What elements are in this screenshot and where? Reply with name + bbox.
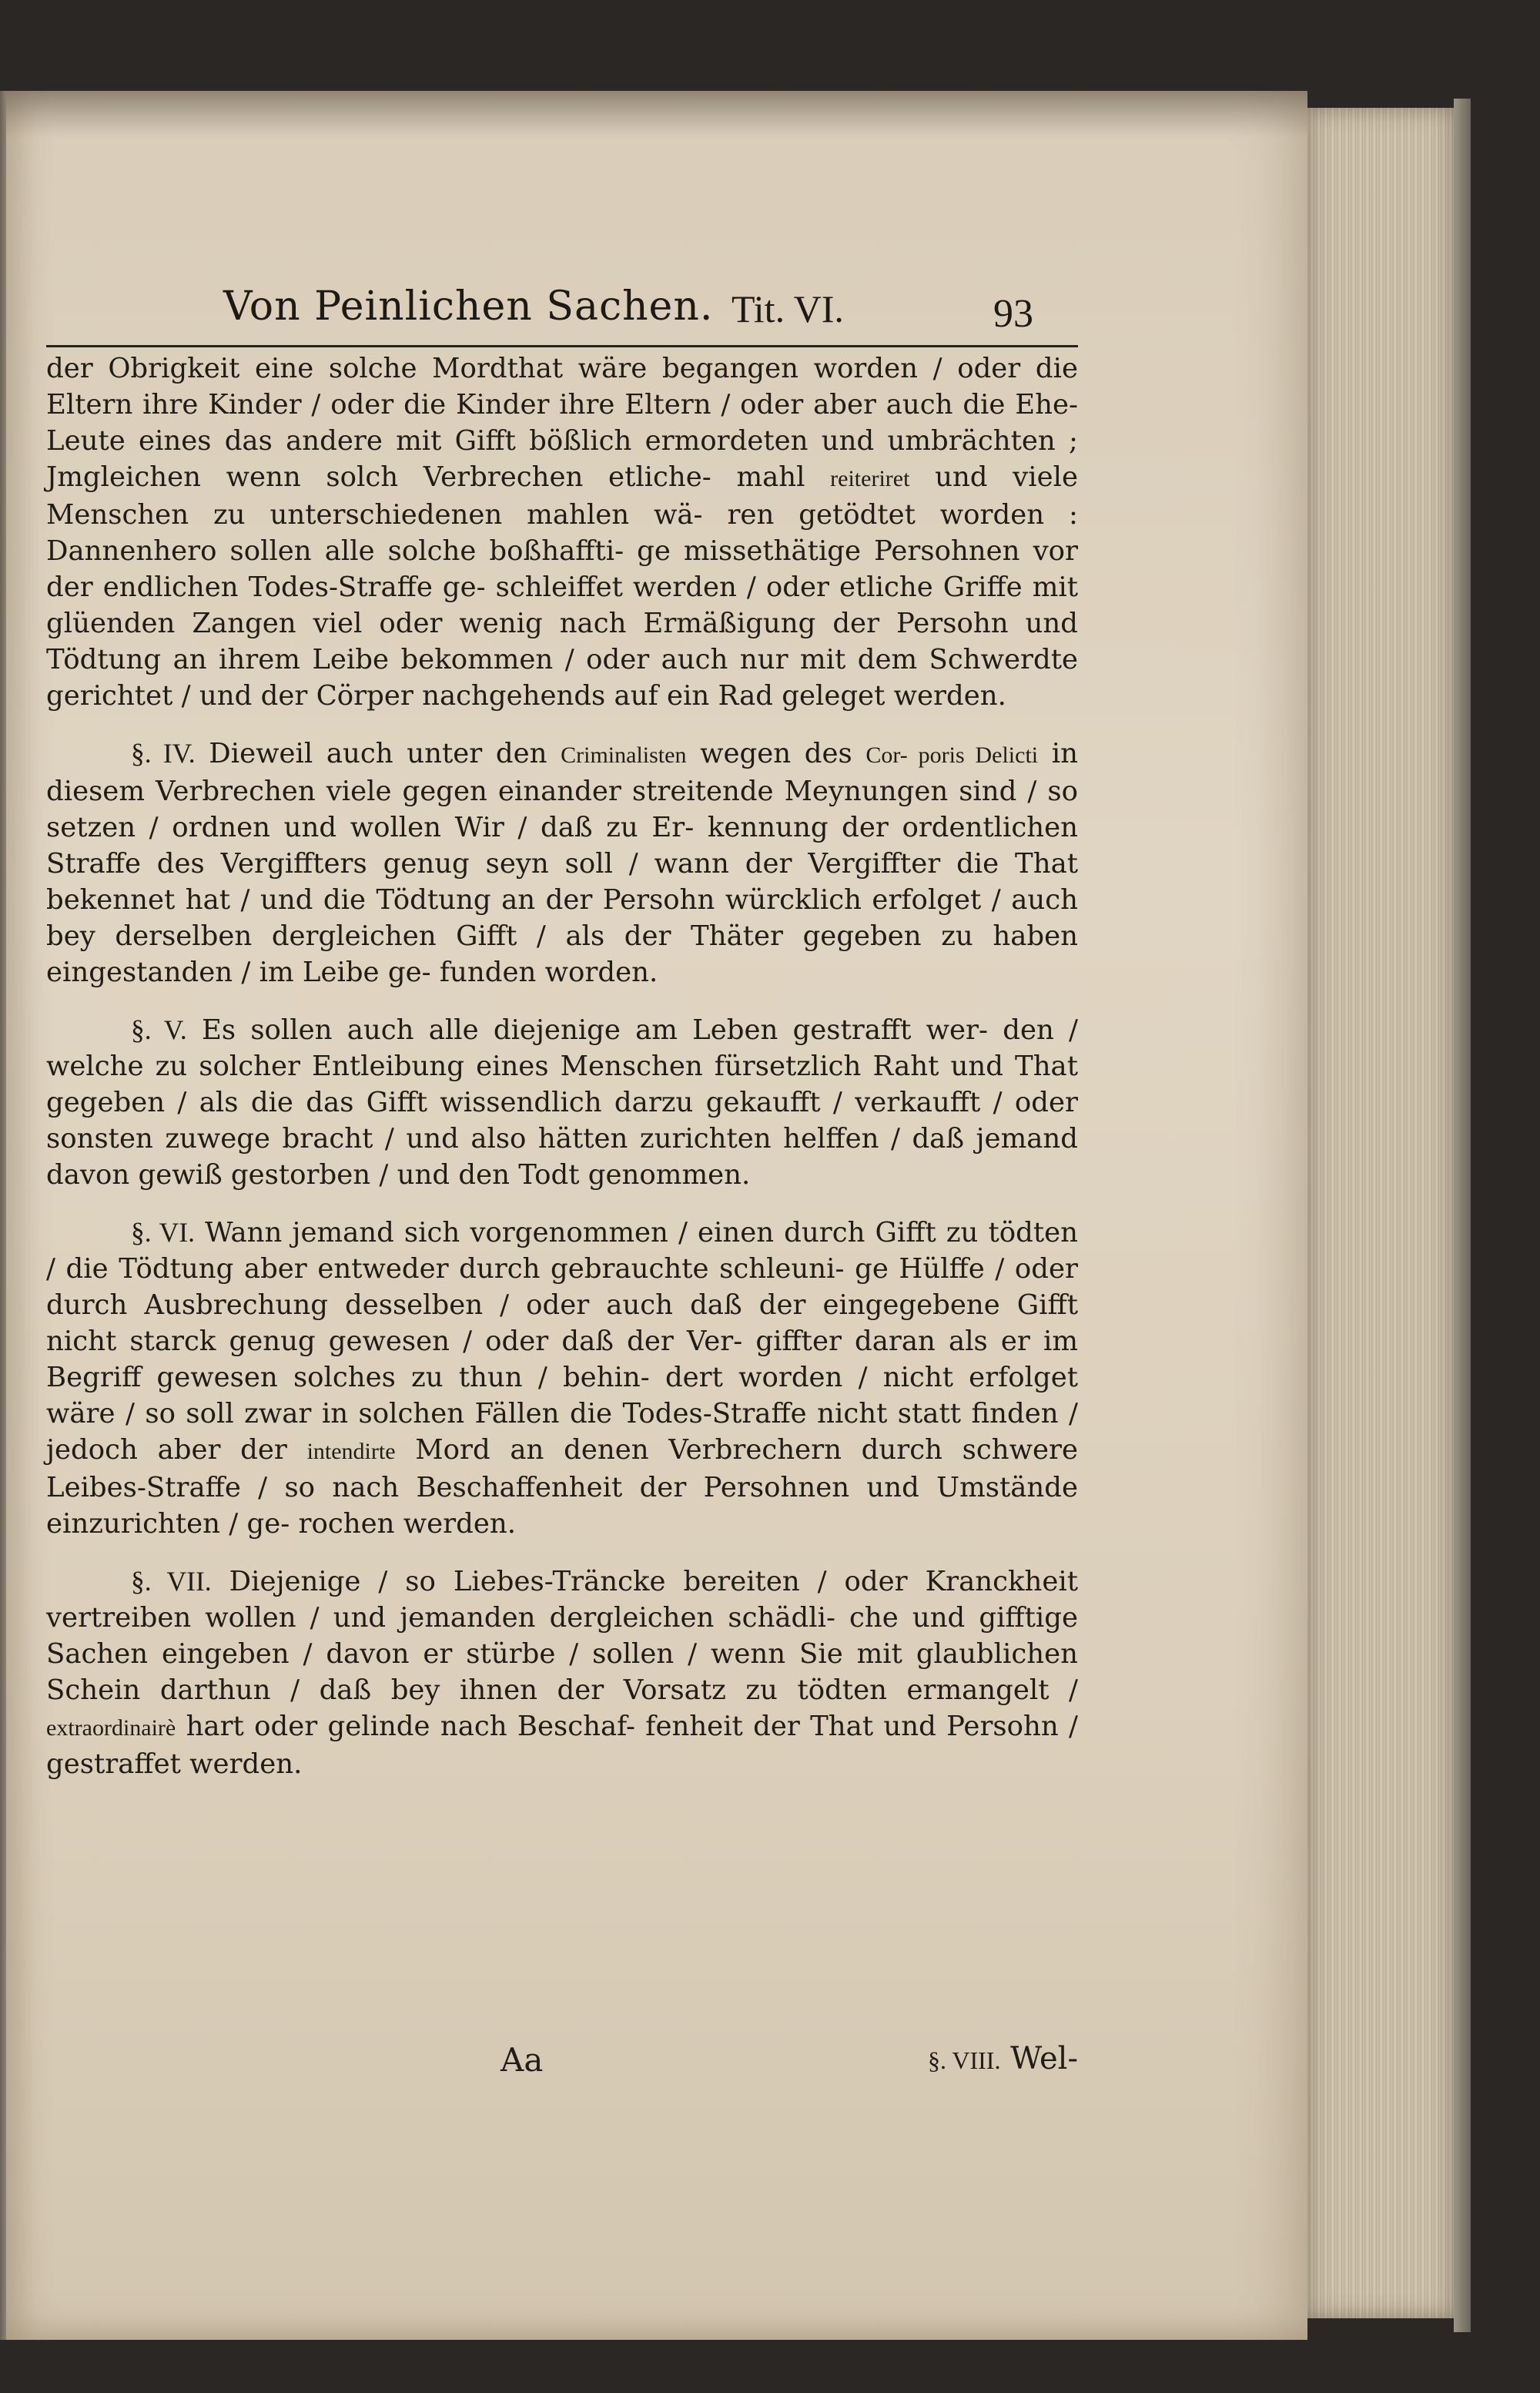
- section-vi: [46, 1215, 1078, 1542]
- book-fore-edge: [1307, 108, 1454, 2318]
- text-run: und viele Menschen zu unterschiedenen mahlen wä- ren getödtet worden : Dannenhero sollen alle solche boßhaffti- ge missethätige Persohnen vor der endlichen Todes-Straffe ge- schleiffet werden / oder etliche Griffe mit glüenden Zangen viel oder wenig nach Ermäßigung der Persohn und Tödtung an ihrem Leibe bekommen / oder auch nur mit dem Schwerdte gerichtet / und der Cörper nachgehends auf ein Rad geleget werden.: [46, 461, 1078, 712]
- signature-mark: Aa: [500, 2041, 544, 2079]
- section-mark: §. IV.: [131, 738, 196, 769]
- main-text: [46, 350, 1078, 1782]
- page-header: [223, 283, 1086, 345]
- book-cover-board: [1454, 99, 1471, 2332]
- latin-term: extraordinairè: [46, 1715, 176, 1741]
- section-vii: [46, 1563, 1078, 1782]
- latin-term: Cor- poris Delicti: [865, 742, 1039, 768]
- section-mark: §. V.: [131, 1014, 187, 1045]
- page-top-shadow: [6, 91, 1307, 137]
- catchword-section-mark: §. VIII.: [927, 2046, 1001, 2074]
- catchword-text: Wel-: [1010, 2041, 1078, 2076]
- title-section-label: Tit. VI.: [732, 287, 844, 330]
- text-run: Diejenige / so Liebes-Träncke bereiten / oder Kranckheit vertreiben wollen / und jemanden dergleichen schädli- che und gifftige Sachen eingeben / davon er stürbe / sollen / wenn Sie mit glaublichen Schein darthun / daß bey ihnen der Vorsatz zu tödten ermangelt /: [46, 1566, 1078, 1706]
- text-run: hart oder gelinde nach Beschaf- fenheit der That und Persohn / gestraffet werden.: [46, 1711, 1078, 1780]
- section-iv: [46, 736, 1078, 990]
- header-rule: [46, 345, 1078, 347]
- page-footer: [46, 2041, 1078, 2087]
- text-run: Wann jemand sich vorgenommen / einen durch Gifft zu tödten / die Tödtung aber entweder durch gebrauchte schleuni- ge Hülffe / oder durch Ausbrechung desselben / oder auch daß der eingegebene Gifft nicht starck genug gewesen / oder daß der Ver- giffter daran als er im Begriff gewesen solches zu thun / behin- dert worden / nicht erfolget wäre / so soll zwar in solchen Fällen die Todes-Straffe nicht statt finden / jedoch aber der: [46, 1217, 1078, 1466]
- paragraph-continuation: [46, 350, 1078, 714]
- text-run: Es sollen auch alle diejenige am Leben gestrafft wer- den / welche zu solcher Entleibung eines Menschen fürsetzlich Raht und That gegeben / als die das Gifft wissendlich darzu gekaufft / verkaufft / oder sonsten zuwege bracht / und also hätten zurichten helffen / daß jemand davon gewiß gestorben / und den Todt genommen.: [46, 1014, 1079, 1191]
- text-run: wegen des: [700, 738, 852, 769]
- text-run: Mord an denen Verbrechern durch schwere Leibes-Straffe / so nach Beschaffenheit der Persohnen und Umstände einzurichten / ge- rochen werden.: [46, 1434, 1078, 1540]
- section-mark: §. VI.: [131, 1217, 195, 1248]
- text-run: der Obrigkeit eine solche Mordthat wäre begangen worden / oder die Eltern ihre Kinder / oder die Kinder ihre Eltern / oder aber auch die Ehe-Leute eines das andere mit Gifft bößlich ermordeten und umbrächten ; Jmgleichen wenn solch Verbrechen etliche- mahl: [46, 353, 1078, 493]
- section-v: [46, 1012, 1078, 1193]
- catchword: [928, 2041, 1078, 2076]
- running-title: Von Peinlichen Sachen.: [223, 283, 714, 330]
- section-mark: §. VII.: [131, 1566, 212, 1597]
- latin-term: Criminalisten: [561, 742, 687, 768]
- latin-term: intendirte: [306, 1439, 396, 1464]
- latin-term: reiteriret: [830, 466, 910, 491]
- page-number: 93: [993, 292, 1033, 336]
- text-run: in diesem Verbrechen viele gegen einander streitende Meynungen sind / so setzen / ordnen und wollen Wir / daß zu Er- kennung der ordentlichen Straffe des Vergiffters genug seyn soll / wann der Vergiffter die That bekennet hat / und die Tödtung an der Persohn würcklich erfolget / auch bey derselben dergleichen Gifft / als der Thäter gegeben zu haben eingestanden / im Leibe ge- funden worden.: [46, 738, 1078, 988]
- text-run: Dieweil auch unter den: [209, 738, 547, 769]
